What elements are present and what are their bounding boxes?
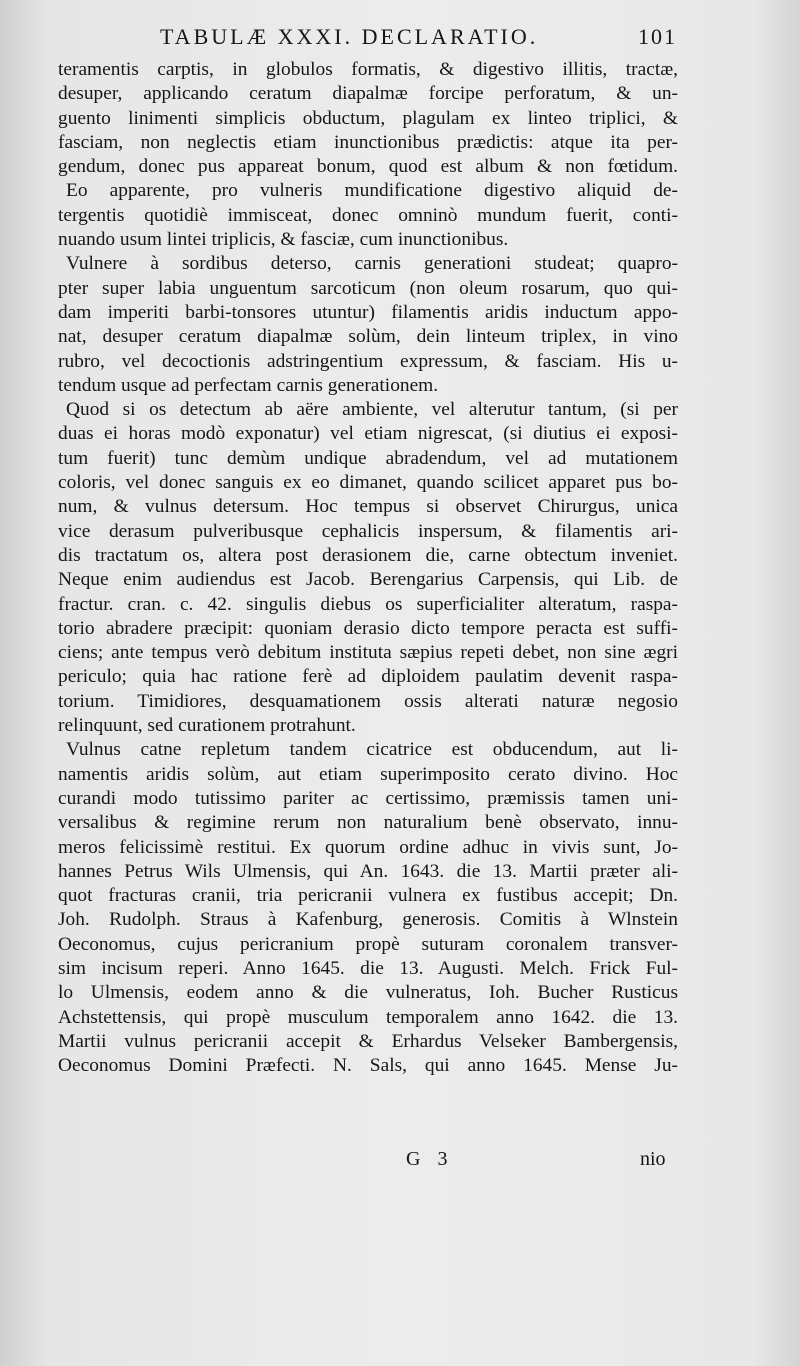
text-line: gendum, donec pus appareat bonum, quod est album & non fœtidum. <box>58 156 678 178</box>
text-line: desuper, applicando ceratum diapalmæ forcipe perforatum, & un- <box>58 83 678 105</box>
page-number: 101 <box>638 24 677 49</box>
text-line: coloris, vel donec sanguis ex eo dimanet, quando scilicet apparet pus bo- <box>58 472 678 494</box>
text-line: nuando usum lintei triplicis, & fasciæ, cum inunctionibus. <box>58 229 509 251</box>
text-line: curandi modo tutissimo pariter ac certissimo, præmissis tamen uni- <box>58 787 678 809</box>
text-line: fractur. cran. c. 42. singulis diebus os superficialiter alteratum, raspa- <box>58 593 678 615</box>
text-line: fasciam, non neglectis etiam inunctionibus prædictis: atque ita per- <box>58 131 678 153</box>
running-head <box>0 20 800 52</box>
text-line: Eo apparente, pro vulneris mundificatione digestivo aliquid de- <box>66 180 678 202</box>
text-line: dis tractatum os, altera post derasionem die, carne obtectum inveniet. <box>58 544 678 566</box>
text-line: Achstettensis, qui propè musculum temporalem anno 1642. die 13. <box>58 1006 678 1028</box>
text-line: torium. Timidiores, desquamationem ossis alterati naturæ negosio <box>58 690 678 712</box>
text-line: duas ei horas modò exponatur) vel etiam nigrescat, (si diutius ei exposi- <box>58 423 678 445</box>
text-line: Vulnere à sordibus deterso, carnis generationi studeat; quapro- <box>66 253 678 275</box>
text-line: nat, desuper ceratum diapalmæ solùm, dein linteum triplex, in vino <box>58 326 678 348</box>
text-line: namentis aridis solùm, aut etiam superimposito cerato divino. Hoc <box>58 763 678 785</box>
page-footer <box>0 1148 800 1178</box>
text-line: rubro, vel decoctionis adstringentium expressum, & fasciam. His u- <box>58 350 678 372</box>
text-line: dam imperiti barbi-tonsores utuntur) filamentis aridis inductum appo- <box>58 301 678 323</box>
text-line: Neque enim audiendus est Jacob. Berengarius Carpensis, qui Lib. de <box>58 569 678 591</box>
text-line: lo Ulmensis, eodem anno & die vulneratus, Ioh. Bucher Rusticus <box>58 982 678 1004</box>
text-line: hannes Petrus Wils Ulmensis, qui An. 1643. die 13. Martii præter ali- <box>58 860 678 882</box>
text-line: teramentis carptis, in globulos formatis, & digestivo illitis, tractæ, <box>58 59 678 80</box>
body-text <box>58 58 678 1078</box>
text-line: guento linimenti simplicis obductum, plagulam ex linteo triplici, & <box>58 107 678 129</box>
text-line: versalibus & regimine rerum non naturalium benè observato, innu- <box>58 812 678 834</box>
text-line: periculo; quia hac ratione ferè ad diploidem paulatim devenit raspa- <box>58 666 678 688</box>
text-line: Oeconomus, cujus pericranium propè suturam coronalem transver- <box>58 933 678 955</box>
text-line: tum fuerit) tunc demùm undique abradendum, vel ad mutationem <box>58 447 678 469</box>
text-line: tendum usque ad perfectam carnis generationem. <box>58 374 439 396</box>
text-line: Oeconomus Domini Præfecti. N. Sals, qui anno 1645. Mense Ju- <box>58 1055 678 1077</box>
text-line: pter super labia unguentum sarcoticum (non oleum rosarum, quo qui- <box>58 277 678 299</box>
catchword: nio <box>640 1148 666 1170</box>
text-line: relinquunt, sed curationem protrahunt. <box>58 715 356 737</box>
text-line: num, & vulnus detersum. Hoc tempus si observet Chirurgus, unica <box>58 496 678 518</box>
running-title: TABULÆ XXXI. DECLARATIO. <box>160 24 539 49</box>
text-line: Quod si os detectum ab aëre ambiente, vel alterutur tantum, (si per <box>66 399 678 421</box>
text-line: tergentis quotidiè immisceat, donec omninò mundum fuerit, conti- <box>58 204 678 226</box>
text-line: vice derasum pulveribusque cephalicis inspersum, & filamentis ari- <box>58 520 678 542</box>
text-line: Joh. Rudolph. Straus à Kafenburg, generosis. Comitis à Wlnstein <box>58 909 678 931</box>
text-line: torio abradere præcipit: quoniam derasio dicto tempore peracta est suffi- <box>58 617 678 639</box>
text-line: Martii vulnus pericranii accepit & Erhardus Velseker Bambergensis, <box>58 1030 678 1052</box>
text-line: ciens; ante tempus verò debitum instituta sæpius repeti debet, non sine ægri <box>58 642 678 664</box>
signature-mark: G 3 <box>406 1148 454 1170</box>
text-line: quot fracturas cranii, tria pericranii vulnera ex fustibus accepit; Dn. <box>58 885 678 907</box>
text-line: Vulnus catne repletum tandem cicatrice est obducendum, aut li- <box>66 739 678 761</box>
text-line: sim incisum reperi. Anno 1645. die 13. Augusti. Melch. Frick Ful- <box>58 957 678 979</box>
text-line: meros felicissimè restitui. Ex quorum ordine adhuc in vivis sunt, Jo- <box>58 836 678 858</box>
